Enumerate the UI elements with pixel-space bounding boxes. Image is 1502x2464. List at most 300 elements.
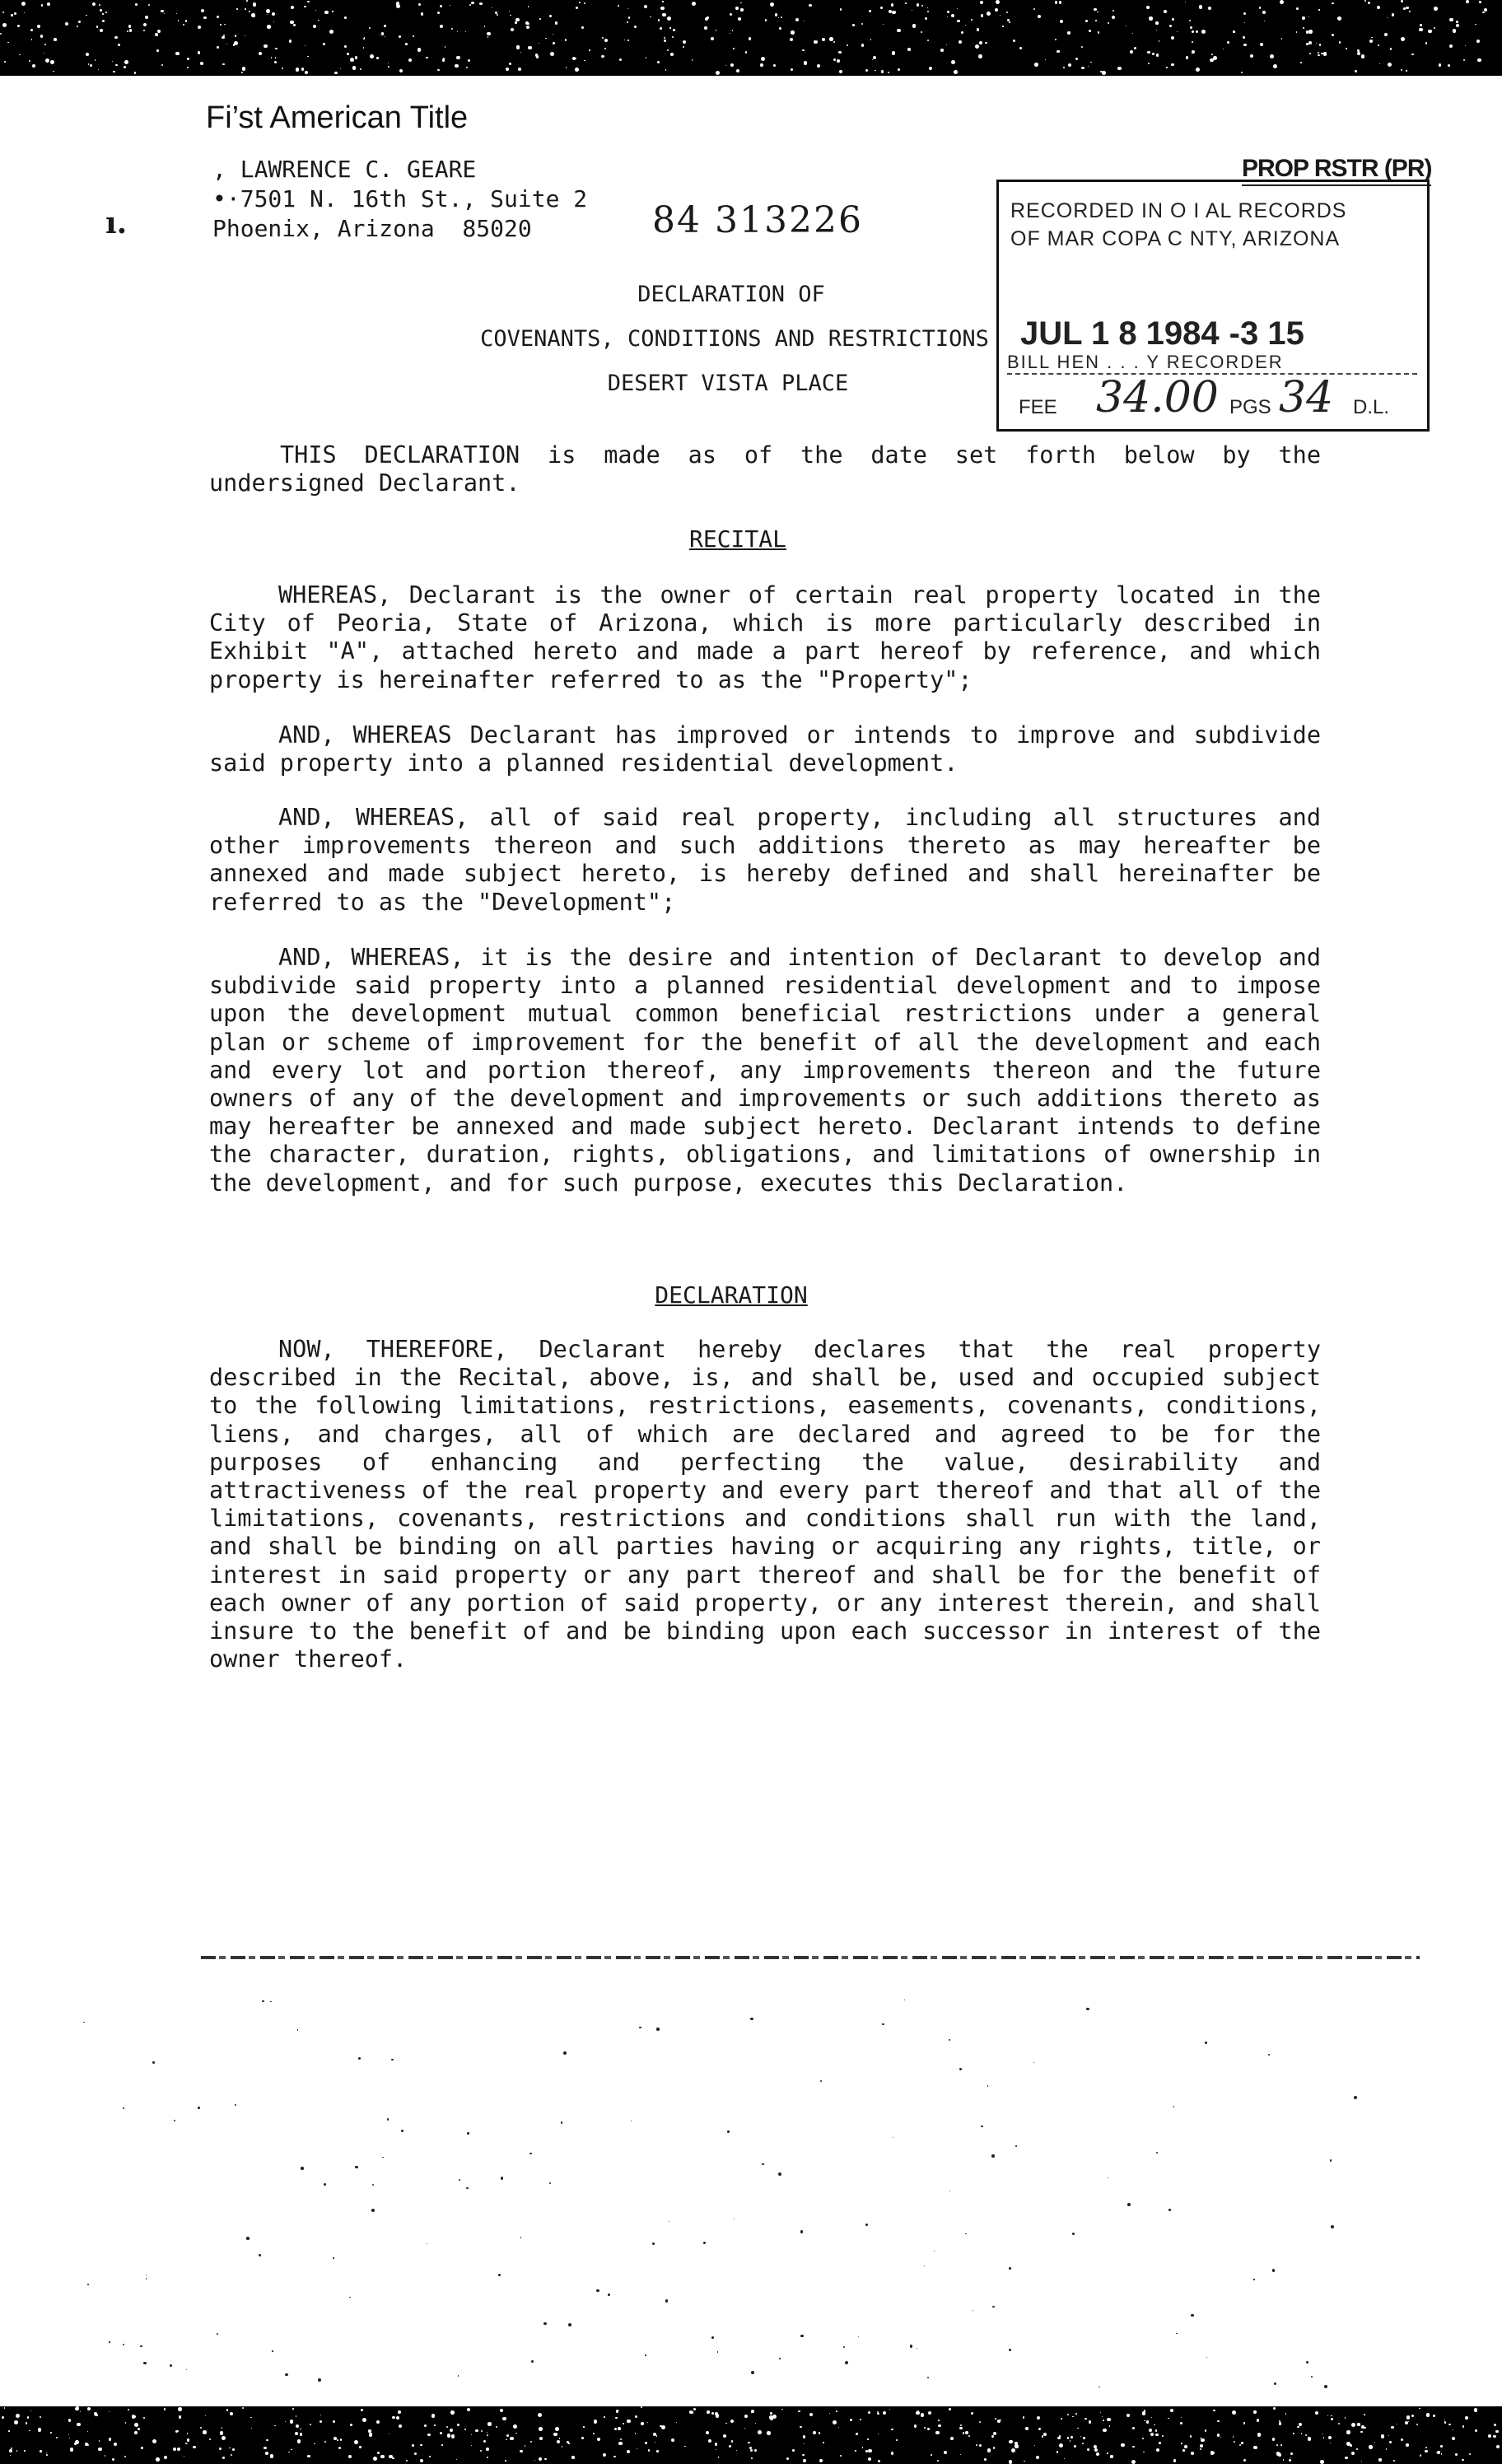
- margin-mark: ı.: [105, 206, 128, 240]
- noise-speck: [1189, 20, 1192, 22]
- noise-speck: [413, 35, 414, 37]
- noise-speck: [1009, 21, 1010, 23]
- noise-speck: [549, 2182, 552, 2185]
- noise-speck: [1239, 2444, 1241, 2446]
- noise-speck: [1164, 10, 1167, 13]
- noise-speck: [1368, 2, 1370, 4]
- noise-speck: [54, 38, 56, 40]
- noise-speck: [231, 2454, 232, 2456]
- noise-speck: [1089, 30, 1091, 32]
- noise-speck: [762, 2163, 763, 2165]
- noise-speck: [1381, 2434, 1385, 2438]
- noise-speck: [2, 23, 7, 27]
- noise-speck: [198, 2107, 200, 2109]
- noise-speck: [921, 2413, 925, 2417]
- noise-speck: [1319, 44, 1322, 46]
- noise-speck: [565, 39, 567, 40]
- noise-speck: [56, 2437, 58, 2438]
- noise-speck: [1108, 22, 1109, 24]
- declaration-heading: DECLARATION: [655, 1281, 808, 1309]
- noise-speck: [550, 52, 554, 56]
- noise-speck: [1434, 7, 1438, 11]
- noise-speck: [949, 2408, 951, 2410]
- noise-speck: [86, 53, 89, 56]
- noise-speck: [877, 2413, 879, 2415]
- declaration-paragraph: NOW, THEREFORE, Declarant hereby declares that the real property described in the Recital, above, is, and shall be, used and occupied subject to the following limitations, restrictions, easements, covenants, conditions, liens, and charges, all of which are declared and agreed to be for the purposes of enhancing and perfecting the value, desirability and attractiveness of the real property and every part thereof and that all of the limitations, covenants, restrictions and conditions shall run with the land, and shall be binding on all parties having or acquiring any rights, title, or interest in said property or any part thereof and shall be for the benefit of each owner of any portion of said property, or any interest therein, and shall insure to the benefit of and be binding upon each successor in interest of the owner thereof.: [209, 1336, 1321, 1673]
- noise-speck: [765, 19, 767, 21]
- noise-speck: [755, 2423, 756, 2424]
- noise-speck: [802, 49, 805, 52]
- noise-speck: [307, 56, 308, 57]
- noise-speck: [235, 35, 237, 37]
- noise-speck: [1107, 2418, 1111, 2422]
- noise-speck: [538, 2413, 542, 2417]
- noise-speck: [177, 2448, 180, 2451]
- noise-speck: [751, 2457, 753, 2459]
- noise-speck: [660, 27, 662, 30]
- noise-speck: [905, 2, 907, 4]
- noise-speck: [273, 21, 274, 22]
- noise-speck: [596, 2289, 599, 2292]
- noise-speck: [123, 2344, 124, 2345]
- noise-speck: [118, 44, 120, 46]
- noise-speck: [47, 2, 50, 6]
- noise-speck: [1250, 54, 1253, 58]
- noise-speck: [241, 72, 243, 73]
- noise-speck: [86, 15, 87, 16]
- noise-speck: [583, 2426, 584, 2427]
- noise-speck: [1449, 44, 1453, 48]
- noise-speck: [1227, 41, 1229, 44]
- noise-speck: [965, 25, 966, 26]
- noise-speck: [1234, 2441, 1235, 2443]
- noise-speck: [384, 25, 386, 27]
- noise-speck: [634, 26, 637, 29]
- noise-speck: [143, 2362, 147, 2365]
- noise-speck: [458, 2375, 459, 2377]
- noise-speck: [798, 2410, 800, 2412]
- noise-speck: [450, 2410, 454, 2414]
- noise-speck: [297, 2029, 299, 2031]
- noise-speck: [455, 64, 459, 68]
- noise-speck: [301, 68, 304, 70]
- noise-speck: [975, 44, 979, 49]
- noise-speck: [891, 2429, 893, 2431]
- noise-speck: [563, 2051, 567, 2055]
- noise-speck: [868, 2449, 872, 2453]
- noise-speck: [1434, 27, 1435, 29]
- noise-speck: [1311, 2376, 1313, 2378]
- noise-speck: [451, 2434, 455, 2438]
- noise-speck: [655, 2442, 656, 2443]
- noise-speck: [467, 2132, 469, 2135]
- noise-speck: [1462, 2459, 1464, 2462]
- noise-speck: [509, 63, 511, 65]
- noise-speck: [487, 2457, 488, 2458]
- noise-speck: [203, 2430, 207, 2434]
- noise-speck: [102, 13, 103, 14]
- noise-speck: [332, 11, 333, 12]
- noise-speck: [597, 2438, 600, 2441]
- noise-speck: [635, 2415, 637, 2418]
- noise-speck: [440, 5, 442, 7]
- noise-speck: [1308, 41, 1312, 44]
- noise-speck: [929, 67, 932, 70]
- noise-speck: [1354, 2096, 1357, 2099]
- noise-speck: [1406, 2415, 1411, 2420]
- noise-speck: [1345, 2417, 1346, 2418]
- noise-speck: [318, 2378, 321, 2382]
- noise-speck: [1082, 2443, 1084, 2444]
- noise-speck: [1000, 15, 1001, 16]
- noise-speck: [779, 27, 781, 30]
- scan-artifact-line: [201, 1956, 1420, 1959]
- intro-paragraph: THIS DECLARATION is made as of the date set forth below by the undersigned Declarant.: [209, 441, 1321, 497]
- noise-speck: [1015, 2444, 1018, 2448]
- noise-speck: [1337, 16, 1341, 21]
- noise-speck: [635, 2433, 637, 2434]
- noise-speck: [518, 68, 521, 71]
- noise-speck: [781, 16, 782, 18]
- noise-speck: [387, 2118, 389, 2121]
- noise-speck: [50, 2432, 52, 2434]
- noise-speck: [370, 54, 374, 58]
- noise-speck: [670, 53, 674, 56]
- noise-speck: [749, 2447, 752, 2449]
- noise-speck: [1009, 2460, 1012, 2463]
- noise-speck: [1262, 11, 1266, 14]
- noise-speck: [1142, 2438, 1144, 2439]
- noise-speck: [362, 2418, 366, 2422]
- noise-speck: [267, 14, 268, 16]
- title-company-name: Fi’st American Title: [206, 100, 469, 135]
- noise-speck: [775, 13, 778, 16]
- noise-speck: [716, 71, 720, 75]
- noise-speck: [1131, 2460, 1136, 2464]
- noise-speck: [840, 2455, 842, 2457]
- noise-speck: [1086, 2008, 1089, 2011]
- noise-speck: [360, 68, 362, 70]
- noise-speck: [662, 13, 666, 17]
- noise-speck: [369, 27, 371, 29]
- noise-speck: [581, 26, 584, 29]
- noise-speck: [217, 16, 219, 18]
- noise-speck: [183, 24, 184, 26]
- noise-speck: [187, 67, 189, 68]
- noise-speck: [1476, 40, 1480, 43]
- noise-speck: [1038, 15, 1041, 18]
- noise-speck: [1253, 2279, 1254, 2280]
- noise-speck: [1213, 56, 1217, 60]
- noise-speck: [399, 2424, 402, 2428]
- noise-speck: [406, 2460, 408, 2462]
- noise-speck: [1172, 18, 1174, 21]
- noise-speck: [946, 44, 947, 45]
- noise-speck: [820, 2080, 822, 2082]
- noise-speck: [1060, 20, 1063, 23]
- noise-speck: [1357, 2423, 1360, 2425]
- noise-speck: [364, 37, 366, 39]
- noise-speck: [511, 28, 514, 31]
- noise-speck: [979, 2444, 982, 2447]
- noise-speck: [1303, 27, 1304, 29]
- noise-speck: [676, 2422, 677, 2423]
- noise-speck: [907, 48, 911, 51]
- noise-speck: [950, 2437, 954, 2440]
- noise-speck: [1403, 7, 1406, 10]
- noise-speck: [750, 2449, 753, 2452]
- noise-speck: [487, 32, 491, 36]
- noise-speck: [576, 7, 578, 9]
- noise-speck: [125, 2422, 127, 2424]
- noise-speck: [318, 20, 319, 21]
- noise-speck: [618, 5, 619, 7]
- noise-speck: [1159, 2442, 1162, 2445]
- noise-speck: [26, 2422, 27, 2424]
- noise-speck: [1425, 2447, 1427, 2448]
- noise-speck: [802, 2454, 805, 2457]
- noise-speck: [553, 42, 555, 44]
- noise-speck: [161, 10, 164, 13]
- noise-speck: [1152, 53, 1154, 55]
- noise-speck: [725, 2423, 727, 2424]
- noise-speck: [1308, 2437, 1312, 2441]
- noise-speck: [305, 71, 308, 74]
- noise-speck: [265, 2452, 268, 2455]
- noise-speck: [770, 2, 774, 7]
- noise-speck: [754, 2449, 757, 2452]
- noise-speck: [1351, 2452, 1355, 2455]
- noise-speck: [1100, 2412, 1101, 2413]
- noise-speck: [1064, 2458, 1065, 2459]
- noise-speck: [471, 2, 473, 4]
- noise-speck: [838, 51, 842, 54]
- noise-speck: [829, 37, 833, 41]
- noise-speck: [486, 2448, 489, 2451]
- noise-speck: [270, 2001, 272, 2003]
- noise-speck: [1061, 2418, 1062, 2420]
- noise-speck: [947, 11, 949, 13]
- noise-speck: [1149, 2429, 1152, 2432]
- noise-speck: [897, 29, 901, 33]
- noise-speck: [912, 24, 917, 28]
- noise-speck: [1440, 2445, 1443, 2448]
- noise-speck: [1274, 2382, 1277, 2386]
- recital-paragraph-4: AND, WHEREAS, it is the desire and intention of Declarant to develop and subdivide said property into a planned residential development and to impose upon the development mutual common beneficial restrictions under a general plan or scheme of improvement for the benefit of all the development and each and every lot and portion thereof, any improvements thereon and the future owners of any of the development and improvements or such additions thereto as may hereafter be annexed and made subject hereto. Declarant intends to define the character, duration, rights, obligations, and limitations of ownership in the development, and for such purpose, executes this Declaration.: [209, 944, 1321, 1197]
- noise-speck: [105, 12, 107, 13]
- noise-speck: [424, 2424, 427, 2427]
- noise-speck: [292, 2408, 294, 2410]
- noise-speck: [539, 18, 541, 20]
- noise-speck: [938, 2420, 940, 2421]
- noise-speck: [2, 2416, 4, 2419]
- noise-speck: [1070, 2440, 1071, 2441]
- noise-speck: [928, 2411, 931, 2415]
- noise-speck: [1013, 40, 1015, 42]
- noise-speck: [95, 59, 96, 60]
- noise-speck: [740, 8, 743, 11]
- noise-speck: [1388, 2435, 1389, 2436]
- noise-speck: [927, 7, 928, 8]
- noise-speck: [487, 36, 489, 38]
- noise-speck: [1121, 2443, 1124, 2447]
- noise-speck: [1401, 37, 1405, 41]
- noise-speck: [1455, 2453, 1458, 2456]
- noise-speck: [1449, 18, 1453, 21]
- prop-rstr-label: [1242, 155, 1431, 183]
- noise-speck: [1156, 2448, 1159, 2452]
- noise-speck: [924, 2427, 926, 2429]
- noise-speck: [259, 52, 262, 55]
- noise-speck: [132, 2415, 135, 2418]
- noise-speck: [143, 30, 145, 31]
- noise-speck: [555, 21, 558, 25]
- noise-speck: [627, 40, 629, 41]
- noise-speck: [868, 2411, 870, 2414]
- noise-speck: [434, 2424, 436, 2426]
- noise-speck: [1337, 17, 1339, 19]
- noise-speck: [1494, 2424, 1496, 2426]
- noise-speck: [656, 2450, 659, 2452]
- noise-speck: [502, 2417, 506, 2420]
- noise-speck: [262, 2000, 264, 2003]
- noise-speck: [334, 72, 338, 75]
- noise-speck: [917, 3, 919, 6]
- noise-speck: [730, 63, 734, 67]
- noise-speck: [888, 72, 889, 73]
- doc-title-line-2: COVENANTS, CONDITIONS AND RESTRICTIONS: [480, 326, 989, 352]
- noise-speck: [795, 18, 800, 22]
- noise-speck: [441, 2444, 443, 2446]
- noise-speck: [1110, 2455, 1113, 2457]
- noise-speck: [1095, 20, 1096, 21]
- noise-speck: [608, 2294, 610, 2296]
- noise-speck: [684, 2446, 686, 2448]
- noise-speck: [363, 47, 364, 48]
- noise-speck: [1300, 62, 1301, 63]
- noise-speck: [1217, 2420, 1219, 2422]
- noise-speck: [1083, 2437, 1085, 2439]
- noise-speck: [347, 53, 348, 54]
- noise-speck: [803, 2459, 806, 2462]
- noise-speck: [337, 2439, 338, 2441]
- noise-speck: [613, 2456, 615, 2457]
- noise-speck: [1196, 30, 1198, 33]
- noise-speck: [658, 19, 660, 21]
- noise-speck: [427, 2434, 430, 2436]
- noise-speck: [203, 16, 207, 20]
- noise-speck: [1173, 2106, 1174, 2107]
- noise-speck: [145, 16, 149, 20]
- noise-speck: [344, 16, 347, 19]
- noise-speck: [296, 68, 300, 72]
- noise-speck: [1102, 2416, 1103, 2417]
- noise-speck: [991, 2154, 995, 2158]
- noise-speck: [340, 68, 341, 69]
- noise-speck: [16, 2450, 18, 2452]
- noise-speck: [579, 2, 581, 4]
- noise-speck: [627, 8, 628, 9]
- noise-speck: [333, 2257, 334, 2259]
- noise-speck: [1019, 47, 1022, 49]
- noise-speck: [1094, 2448, 1098, 2452]
- noise-speck: [1057, 50, 1059, 53]
- noise-speck: [1033, 8, 1035, 10]
- noise-speck: [324, 2183, 326, 2186]
- noise-speck: [1191, 2314, 1194, 2317]
- noise-speck: [1191, 2452, 1194, 2455]
- noise-speck: [355, 56, 358, 59]
- noise-speck: [251, 13, 255, 17]
- noise-speck: [1273, 64, 1277, 68]
- noise-speck: [862, 2447, 864, 2448]
- noise-speck: [1426, 2413, 1430, 2417]
- noise-speck: [88, 63, 89, 64]
- noise-speck: [1285, 2413, 1287, 2415]
- noise-speck: [993, 2447, 996, 2449]
- noise-speck: [187, 2443, 188, 2444]
- noise-speck: [246, 2237, 250, 2240]
- noise-speck: [222, 36, 224, 39]
- noise-speck: [399, 35, 401, 38]
- noise-speck: [1033, 2062, 1035, 2064]
- noise-speck: [98, 69, 99, 70]
- noise-speck: [1327, 2415, 1329, 2417]
- noise-speck: [1357, 52, 1360, 55]
- noise-speck: [937, 2460, 939, 2462]
- noise-speck: [324, 11, 328, 14]
- noise-speck: [483, 2440, 486, 2443]
- noise-speck: [792, 2449, 795, 2452]
- noise-speck: [134, 2423, 138, 2427]
- noise-speck: [267, 25, 270, 28]
- noise-speck: [128, 25, 131, 27]
- noise-speck: [1023, 2416, 1025, 2419]
- noise-speck: [1360, 2431, 1363, 2434]
- doc-title-line-3: DESERT VISTA PLACE: [607, 371, 849, 396]
- noise-speck: [1243, 44, 1247, 47]
- noise-speck: [976, 2444, 977, 2446]
- noise-speck: [661, 2425, 665, 2429]
- noise-speck: [78, 21, 81, 23]
- noise-speck: [1441, 2453, 1442, 2454]
- noise-speck: [272, 12, 275, 16]
- noise-speck: [539, 2457, 542, 2461]
- noise-speck: [1409, 11, 1411, 12]
- noise-speck: [45, 58, 49, 63]
- noise-speck: [987, 2448, 991, 2452]
- noise-speck: [1433, 2415, 1435, 2417]
- noise-speck: [1075, 2413, 1077, 2415]
- noise-speck: [627, 22, 628, 23]
- noise-speck: [944, 2451, 947, 2454]
- noise-speck: [100, 29, 103, 32]
- noise-speck: [868, 2457, 871, 2461]
- noise-speck: [1181, 2417, 1182, 2418]
- noise-speck: [1220, 2437, 1221, 2438]
- noise-speck: [1315, 2411, 1318, 2415]
- noise-speck: [222, 63, 224, 65]
- noise-speck: [1401, 2438, 1403, 2441]
- noise-speck: [804, 61, 808, 65]
- noise-speck: [568, 2323, 571, 2326]
- noise-speck: [711, 2336, 714, 2339]
- noise-speck: [683, 46, 684, 48]
- noise-speck: [1113, 10, 1114, 12]
- noise-speck: [1439, 63, 1442, 67]
- noise-speck: [1477, 58, 1481, 62]
- noise-speck: [368, 2429, 371, 2433]
